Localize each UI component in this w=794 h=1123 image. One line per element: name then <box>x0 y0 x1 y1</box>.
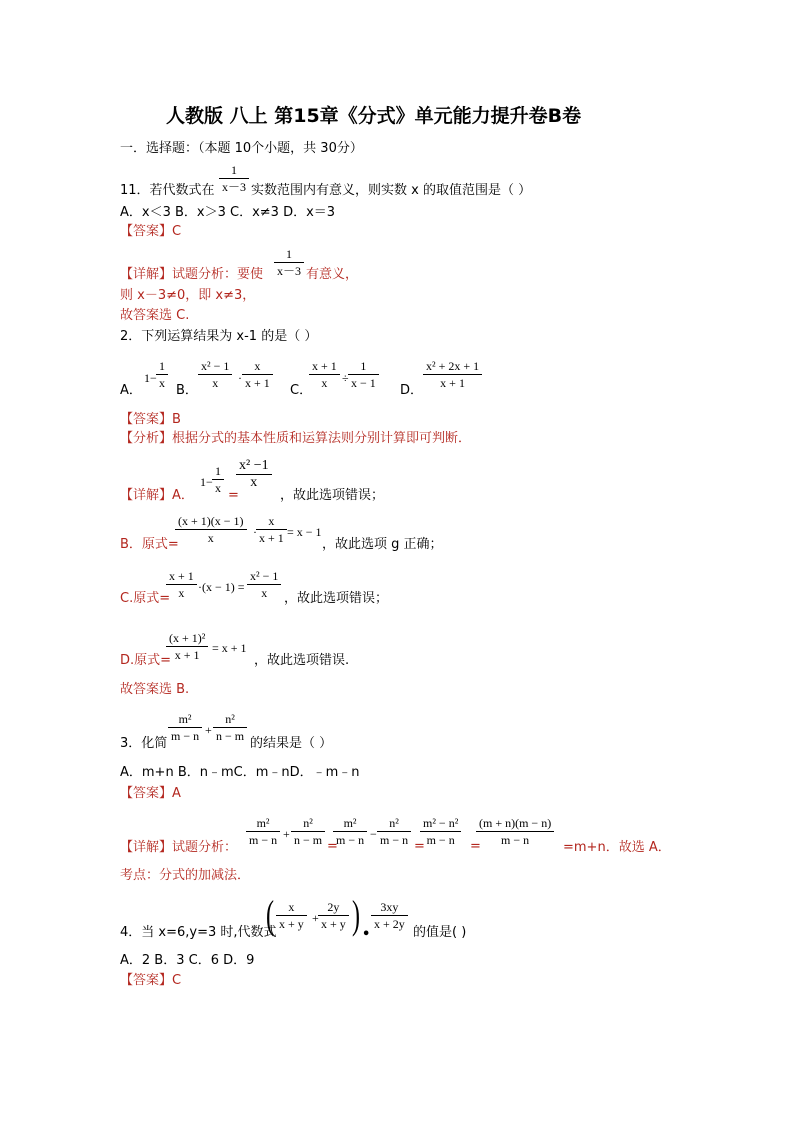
q3-f1-num: m² <box>168 713 202 728</box>
q2-detail-c-den: x <box>178 586 185 600</box>
q2-a-num: 1 <box>156 360 168 375</box>
q2-detail-c-num2: x² − 1 <box>247 570 281 585</box>
q1-detail-frac-num: 1 <box>274 248 304 263</box>
q2-answer: 【答案】B <box>120 412 181 427</box>
q2-analysis: 【分析】根据分式的基本性质和运算法则分别计算即可判断． <box>120 431 472 446</box>
q4-left-paren: ( <box>266 892 274 937</box>
q2-c-fraction-2 <box>348 360 379 389</box>
q2-detail-a-result <box>236 460 272 489</box>
q2-option-d-label: D． <box>400 383 424 398</box>
q1-detail-line3: 故答案选 C. <box>120 308 190 323</box>
q3-d-f2d: n − m <box>294 833 323 847</box>
q1-detail-fraction <box>274 248 304 277</box>
q3-d-f5d: m − n <box>426 833 455 847</box>
q2-detail-c-num: x + 1 <box>166 570 197 585</box>
q2-stem: 2．下列运算结果为 x-1 的是（ ） <box>120 329 318 344</box>
q4-f2-den: x + y <box>321 917 346 931</box>
q4-options: A．2 B．3 C．6 D．9 <box>120 953 255 968</box>
q4-stem-start: 4．当 x=6,y=3 时,代数式 <box>120 925 277 940</box>
q4-f2-num: 2y <box>318 901 349 916</box>
q1-fraction <box>219 164 249 193</box>
q2-b-den2: x + 1 <box>245 376 270 390</box>
q2-detail-a-one: 1− <box>200 475 213 489</box>
q4-f3-den: x + 2y <box>374 917 405 931</box>
q3-detail-tail: =m+n．故选 A． <box>563 840 671 855</box>
q4-fraction-3 <box>371 901 408 930</box>
q3-d-f1d: m − n <box>249 833 278 847</box>
q4-plus: + <box>312 911 319 925</box>
q2-option-c-label: C． <box>290 383 313 398</box>
q2-c-den1: x <box>321 376 328 390</box>
q3-detail-label: 【详解】试题分析： <box>120 840 238 855</box>
q2-detail-c-tail: ，故此选项错误； <box>284 591 389 606</box>
q2-d-fraction <box>423 360 482 389</box>
q2-detail-b-fraction-2 <box>256 515 287 544</box>
q4-fraction-1 <box>276 901 307 930</box>
q4-dot: • <box>362 927 371 942</box>
q2-detail-d-num: (x + 1)² <box>166 632 208 647</box>
q2-detail-a-num: 1 <box>212 465 224 480</box>
q2-detail-d-fraction <box>166 632 208 661</box>
q3-stem-start: 3．化简 <box>120 736 168 751</box>
q2-c-op: ÷ <box>342 371 349 385</box>
q2-b-num2: x <box>242 360 273 375</box>
q3-detail-plus: + <box>283 827 290 841</box>
q1-detail-start: 【详解】试题分析：要使 <box>120 267 264 282</box>
q3-detail-f5 <box>420 817 461 846</box>
q1-options: A．x＜3 B．x＞3 C．x≠3 D．x＝3 <box>120 205 336 220</box>
q2-conclusion: 故答案选 B. <box>120 682 190 697</box>
q2-b-dot: · <box>238 371 242 385</box>
q3-fraction-2 <box>213 713 247 742</box>
q2-detail-b-num2: x <box>256 515 287 530</box>
page-title: 人教版 八上 第15章《分式》单元能力提升卷B卷 <box>166 105 582 127</box>
q3-stem-end: 的结果是（ ） <box>250 736 333 751</box>
q2-a-fraction <box>156 360 168 389</box>
q1-stem-start: 11．若代数式在 <box>120 183 215 198</box>
q2-d-den: x + 1 <box>440 376 465 390</box>
q3-kaodian: 考点：分式的加减法． <box>120 868 251 883</box>
q2-detail-a-den2: x <box>250 475 258 490</box>
q2-c-den2: x − 1 <box>351 376 376 390</box>
q2-detail-b-dot: · <box>253 525 257 539</box>
q1-frac-den: x－3 <box>222 180 247 194</box>
q2-option-b-label: B． <box>176 383 198 398</box>
q3-fraction-1 <box>168 713 202 742</box>
q3-detail-eq1: = <box>327 839 338 854</box>
q3-d-f5n: m² − n² <box>420 817 461 832</box>
q3-d-f6n: (m + n)(m − n) <box>476 817 554 832</box>
q2-b-den1: x <box>212 376 219 390</box>
q2-b-num1: x² − 1 <box>198 360 232 375</box>
q3-detail-f4 <box>377 817 411 846</box>
q2-detail-b-den2: x + 1 <box>259 531 284 545</box>
q4-f1-den: x + y <box>279 917 304 931</box>
q3-detail-minus: − <box>370 827 377 841</box>
q3-d-f3d: m − n <box>336 833 365 847</box>
q3-f1-den: m − n <box>171 729 200 743</box>
q3-d-f2n: n² <box>291 817 325 832</box>
q3-f2-num: n² <box>213 713 247 728</box>
q2-detail-b-num: (x + 1)(x − 1) <box>175 515 247 530</box>
q2-detail-b-label: B．原式= <box>120 537 179 552</box>
q3-options: A．m+n B．n﹣mC．m﹣nD．﹣m﹣n <box>120 765 360 780</box>
q2-detail-d-den: x + 1 <box>174 648 200 662</box>
q3-detail-f2 <box>291 817 325 846</box>
q2-detail-a-num2: x² −1 <box>236 460 272 475</box>
q2-detail-a-tail: ，故此选项错误； <box>280 488 385 503</box>
q2-a-den: x <box>159 376 165 390</box>
q3-d-f4d: m − n <box>380 833 409 847</box>
q2-option-a-label: A． <box>120 383 142 398</box>
q2-detail-a-den: x <box>215 481 221 495</box>
q1-detail-frac-den: x－3 <box>277 264 302 278</box>
q3-detail-f1 <box>246 817 280 846</box>
q2-c-num1: x + 1 <box>309 360 340 375</box>
q3-f2-den: n − m <box>216 729 245 743</box>
q2-detail-b-den: x <box>207 531 214 545</box>
q1-detail-end: 有意义， <box>306 267 359 282</box>
q4-stem-end: 的值是( ) <box>413 925 467 940</box>
q4-answer: 【答案】C <box>120 973 182 988</box>
q2-detail-c-fraction <box>166 570 197 599</box>
q1-detail-line2: 则 x－3≠0，即 x≠3， <box>120 288 256 303</box>
q2-detail-d-tail: ，故此选项错误. <box>254 653 350 668</box>
q2-d-num: x² + 2x + 1 <box>423 360 482 375</box>
q2-detail-b-result: = x − 1 <box>287 525 322 539</box>
q3-answer: 【答案】A <box>120 786 181 801</box>
q4-fraction-2 <box>318 901 349 930</box>
q2-detail-a-eq: = <box>228 488 239 503</box>
q2-detail-c-den2: x <box>261 586 268 600</box>
q2-b-fraction-2 <box>242 360 273 389</box>
q3-d-f4n: n² <box>377 817 411 832</box>
q3-detail-eq3: = <box>470 839 481 854</box>
q3-d-f6d: m − n <box>501 833 530 847</box>
q3-plus: + <box>205 723 212 737</box>
q1-stem-end: 实数范围内有意义，则实数 x 的取值范围是（ ） <box>251 183 532 198</box>
q2-detail-c-fraction-2 <box>247 570 281 599</box>
q2-detail-a-fraction <box>212 465 224 494</box>
q1-frac-num: 1 <box>219 164 249 179</box>
q3-detail-f3 <box>333 817 367 846</box>
q2-detail-c-label: C.原式= <box>120 591 171 606</box>
q4-f3-num: 3xy <box>371 901 408 916</box>
section-heading: 一．选择题：（本题 10个小题，共 30分） <box>120 141 363 156</box>
q3-detail-eq2: = <box>414 839 425 854</box>
q2-detail-b-tail: ，故此选项 g 正确； <box>322 537 443 552</box>
q2-detail-d-label: D.原式= <box>120 653 172 668</box>
q2-c-fraction-1 <box>309 360 340 389</box>
q3-detail-f6 <box>476 817 554 846</box>
q1-answer: 【答案】C <box>120 224 182 239</box>
q3-d-f3n: m² <box>333 817 367 832</box>
q2-c-num2: 1 <box>348 360 379 375</box>
q3-d-f1n: m² <box>246 817 280 832</box>
q4-f1-num: x <box>276 901 307 916</box>
q2-detail-d-result: = x + 1 <box>212 641 247 655</box>
q2-detail-c-mid: ·(x − 1) = <box>198 580 245 594</box>
q2-detail-a-label: 【详解】A． <box>120 488 194 503</box>
q2-detail-b-fraction <box>175 515 247 544</box>
q2-b-fraction-1 <box>198 360 232 389</box>
q4-right-paren: ) <box>352 892 360 937</box>
q2-a-one: 1− <box>144 371 157 385</box>
